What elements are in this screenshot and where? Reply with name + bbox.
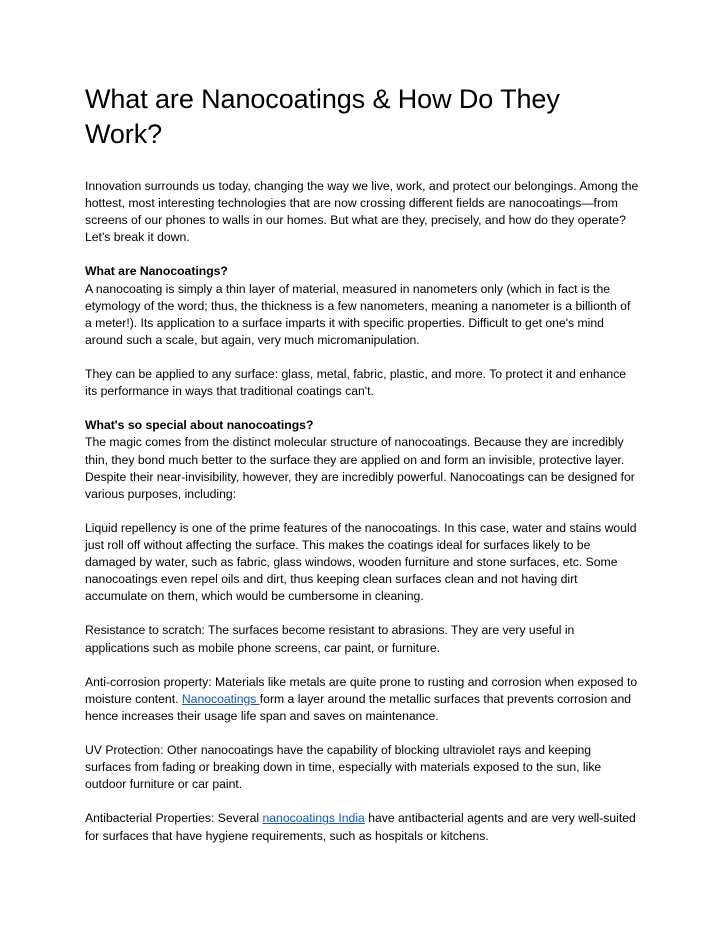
nanocoatings-india-link[interactable]: nanocoatings India [262, 811, 365, 826]
liquid-repellency-paragraph: Liquid repellency is one of the prime features of the nanocoatings. In this case, water and stains would just roll off without affecting the surface. This makes the coatings ideal for surfaces likely to be damaged by water, such as fabric, glass windows, wooden furniture and stone surfaces, etc. Some nanocoatings even repel oils and dirt, thus keeping clean surfaces clean and not having dirt accumulate on them, which would be cumbersome in cleaning. [85, 520, 637, 604]
nanocoatings-link[interactable]: Nanocoatings [181, 691, 260, 706]
page-title: What are Nanocoatings & How Do They Work? [85, 84, 560, 149]
paragraph-text: Antibacterial Properties: Several [85, 811, 263, 826]
scratch-resistance-paragraph: Resistance to scratch: The surfaces become resistant to abrasions. They are very useful in applications such as mobile phone screens, car paint, or furniture. [85, 623, 575, 655]
intro-paragraph: Innovation surrounds us today, changing the way we live, work, and protect our belongings. Among the hottest, most interesting technologies that are now crossing different fields are nanocoatings—from screens of our phones to walls in our homes. But what are they, precisely, and how do they operate? Let's break it down. [85, 179, 639, 245]
paragraph-text: Anti-corrosion property: Materials like metals are quite prone to rusting and corrosion when exposed to moisture content. [85, 674, 638, 706]
section-what-are-nanocoatings [85, 263, 640, 348]
section-heading: What are Nanocoatings? [85, 264, 228, 279]
section-whats-special [85, 417, 640, 502]
section-text: A nanocoating is simply a thin layer of material, measured in nanometers only (which in fact is the etymology of the word; thus, the thickness is a few nanometers, meaning a nanometer is a billionth of a meter!). Its application to a surface imparts it with specific properties. Difficult to get one's mind around such a scale, but again, very much micromanipulation. [85, 281, 631, 347]
antibacterial-paragraph [85, 810, 640, 844]
section-heading: What's so special about nanocoatings? [85, 418, 314, 433]
surfaces-paragraph: They can be applied to any surface: glass, metal, fabric, plastic, and more. To protect it and enhance its performance in ways that traditional coatings can't. [85, 367, 627, 399]
paragraph-text: form a layer around the metallic surfaces that prevents corrosion and hence increases their usage life span and saves on maintenance. [85, 691, 632, 723]
uv-protection-paragraph: UV Protection: Other nanocoatings have the capability of blocking ultraviolet rays and keeping surfaces from fading or breaking down in time, especially with materials exposed to the sun, like outdoor furniture or car paint. [85, 743, 602, 792]
paragraph-text: have antibacterial agents and are very well-suited for surfaces that have hygiene requirements, such as hospitals or kitchens. [85, 811, 636, 843]
anti-corrosion-paragraph [85, 674, 640, 725]
document-body [85, 178, 640, 845]
section-text: The magic comes from the distinct molecular structure of nanocoatings. Because they are incredibly thin, they bond much better to the surface they are applied on and form an invisible, protective layer. Despite their near-invisibility, however, they are incredibly powerful. Nanocoatings can be designed for various purposes, including: [85, 435, 635, 501]
